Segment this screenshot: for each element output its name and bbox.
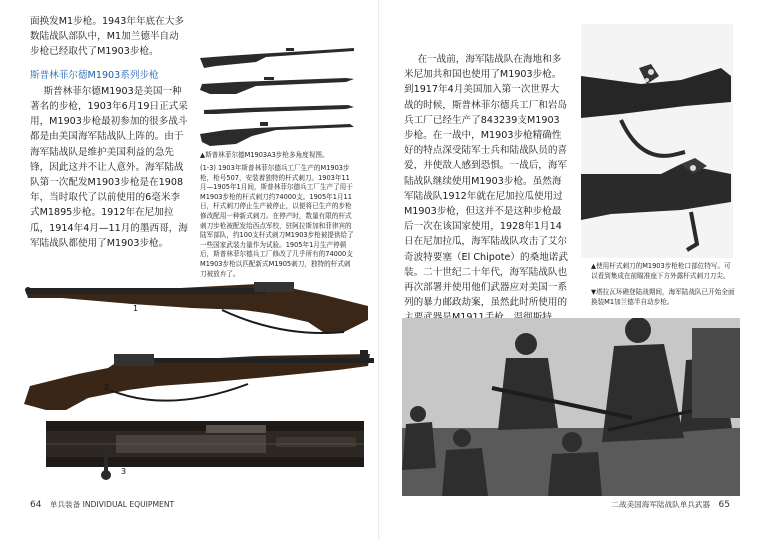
muzzle-closeup-photos [581,24,733,258]
caption-rifle-details: (1-3) 1903年斯普林菲尔德兵工厂生产的M1903步枪，枪号507，安装着独特的杆式刺刀。1903年11月—1905年1月间，斯普林菲尔德兵工厂生产了用于M1903步枪的杆式刺刀约74000支。1905年1月11日，杆式刺刀停止生产被停止，以便将已生产的步枪修改配用一种新式刺刀。在停产时，数量有限的杆式刺刀步枪被配发给西点军校，驻阿拉斯加和菲律宾的陆军部队，约100支杆式刺刀M1903步枪被提供给了一些国家武装力量作为试验。1905年1月生产停顿后，斯普林菲尔德兵工厂修改了几乎所有的74000支M1903步枪以匹配新式M1905刺刀，独特的杆式刺刀被放弃了。 [200,164,354,278]
left-text-column [30,14,188,251]
footer-title-right: 二战美国海军陆战队单兵武器 [611,500,711,509]
callout-1: 1 [133,304,139,313]
receiver-closeup-photo [46,421,364,467]
intro-paragraph: 面换发M1步枪。1943年年底在大多数陆战队部队中，M1加兰德半自动步枪已经取代了M1903步枪。 [30,16,184,58]
rifle-view-2 [200,78,354,94]
rifle-2-illustration [18,344,374,416]
rifle-view-1 [200,48,354,68]
callout-3: 3 [121,467,127,476]
caption-muzzle: ▲使用杆式刺刀的M1903步枪枪口部位特写。可以看到集成在前瞄准座下方外露杆式刺刀刀尖。 [591,262,731,280]
page-number-right: 65 [718,500,730,510]
right-page [380,0,760,539]
caption-top-rifles: ▲斯普林菲尔德M1903A3步枪多角度视图。 [200,151,329,159]
main-paragraph: 斯普林菲尔德M1903是美国一种著名的步枪，1903年6月19日正式采用，M1903步枪最初参加的很多战斗都是由美国海军陆战队上阵的。由于海军陆战队是维护美国利益的急先锋，因此这并不让人意外。海军陆战队第一次配发M1903步枪是在1908年，当时取代了以前使用的6毫米李式M1895步枪。1912年在尼加拉瓜，1914年4月—11月的墨西哥，海军陆战队都使用了M1903步枪。 [30,85,188,249]
rifle-view-3 [204,105,354,114]
tarawa-landing-photo [402,318,740,496]
caption-photo: ▼塔拉瓦环礁登陆战期间，海军陆战队已开始全面换装M1加兰德半自动步枪。 [591,288,735,306]
right-main-paragraph: 在一战前，海军陆战队在海地和多米尼加共和国也使用了M1903步枪。到1917年4月美国加入第一次世界大战的时候，斯普林菲尔德兵工厂和岩岛兵工厂已经生产了843239支M1903步枪。在一战中，M1903步枪精确性好的特点深受陆军士兵和陆战队员的喜爱，并使敌人感到恐惧。一战后，海军陆战队继续使用M1903步枪。虽然海军陆战队1912年就在尼加拉瓜使用过M1903步枪，但这并不是这种步枪最后一次在该国家使用，1928年1月14日在尼加拉瓜，海军陆战队攻击了艾尔奇波特要塞（El Chipote）的桑地诺武装。二十世纪二十年代，海军陆战队也再次部署并使用他们武器应对美国一系列的暴力邮政劫案，虽然此时所使用的 [404,54,568,309]
rifle-views-illustration [196,22,356,150]
section-heading: 斯普林菲尔德M1903系列步枪 [30,69,159,81]
rifle-1-illustration [22,276,372,340]
rifle-view-4 [200,124,354,146]
callout-2: 2 [104,383,110,392]
footer-left [30,499,174,510]
footer-right [611,499,730,510]
footer-title-left: 单兵装备 INDIVIDUAL EQUIPMENT [49,500,175,509]
bolt-handle-illustration [96,446,116,482]
page-number-left: 64 [30,500,42,510]
